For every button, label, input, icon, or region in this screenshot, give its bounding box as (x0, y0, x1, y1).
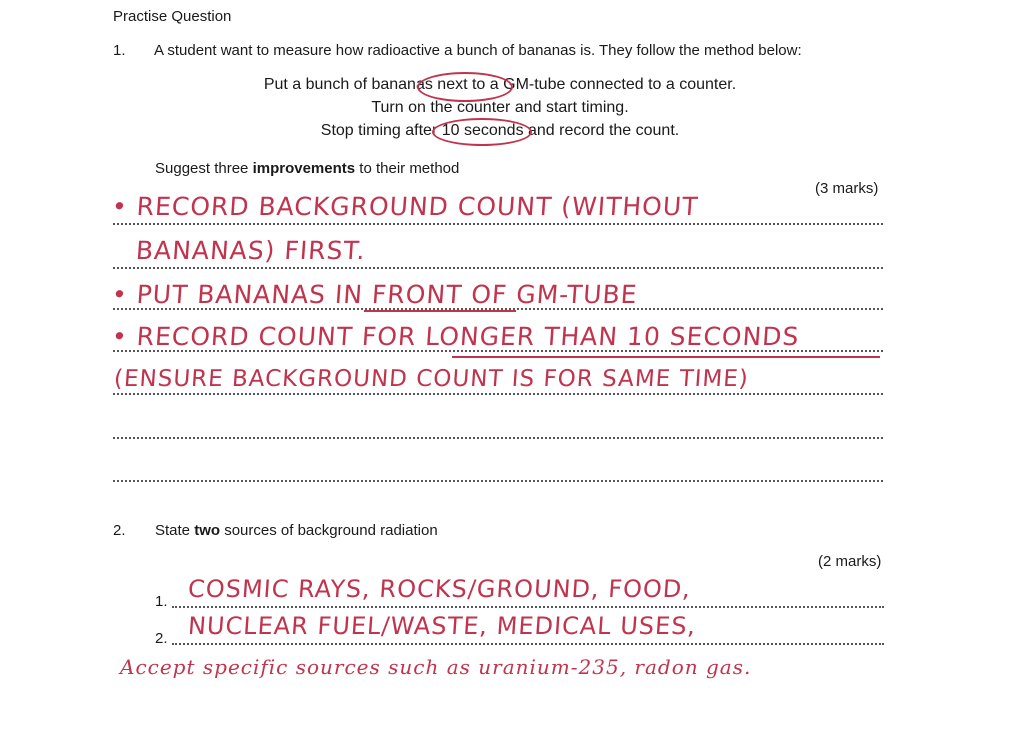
next-to-circle (417, 72, 513, 102)
method-line-2: Turn on the counter and start timing. (371, 99, 629, 116)
q2-marker-note: Accept specific sources such as uranium-235, radon gas. (120, 655, 752, 679)
q1-marks: (3 marks) (815, 180, 879, 197)
q1-prompt-bold: improvements (252, 160, 356, 177)
q1-answer-1: • RECORD BACKGROUND COUNT (WITHOUT (110, 192, 700, 221)
q1-answer-3: • PUT BANANAS IN FRONT OF GM-TUBE (110, 280, 639, 309)
answer-line (113, 480, 883, 482)
answer-line (172, 643, 884, 645)
answer-line (113, 393, 883, 395)
answer-line (113, 267, 883, 269)
q1-answer-2: BANANAS) FIRST. (134, 236, 367, 265)
q1-prompt (155, 160, 459, 177)
answer-line (113, 223, 883, 225)
method-line-1: Put a bunch of bananas next to a GM-tube connected to a counter. (263, 76, 737, 93)
page-heading: Practise Question (113, 8, 232, 25)
q2-answer-1: COSMIC RAYS, ROCKS/GROUND, FOOD, (187, 575, 692, 603)
q2-marks: (2 marks) (818, 553, 882, 570)
q1-answer-4: • RECORD COUNT FOR LONGER THAN 10 SECONDS (110, 322, 801, 351)
q2-prompt-bold: two (194, 522, 221, 539)
q2-answer-2: NUCLEAR FUEL/WASTE, MEDICAL USES, (187, 612, 698, 640)
ten-seconds-circle (432, 118, 532, 146)
answer-line (172, 606, 884, 608)
q2-line1-number: 1. (155, 593, 168, 610)
q2-prompt-pre: State (155, 522, 195, 539)
longer-underline (452, 356, 880, 358)
q1-number: 1. (113, 42, 126, 59)
answer-line (113, 437, 883, 439)
q1-text: A student want to measure how radioactive a bunch of bananas is. They follow the method below: (154, 42, 802, 59)
method-line-3: Stop timing after 10 seconds and record the count. (320, 122, 680, 139)
q1-answer-5: (ENSURE BACKGROUND COUNT IS FOR SAME TIME) (113, 366, 750, 392)
q2-prompt-post: sources of background radiation (220, 522, 438, 539)
q1-prompt-pre: Suggest three (155, 160, 253, 177)
q2-prompt (155, 522, 438, 539)
q2-line2-number: 2. (155, 630, 168, 647)
q1-prompt-post: to their method (355, 160, 460, 177)
in-front-underline (364, 310, 516, 312)
q2-number: 2. (113, 522, 126, 539)
